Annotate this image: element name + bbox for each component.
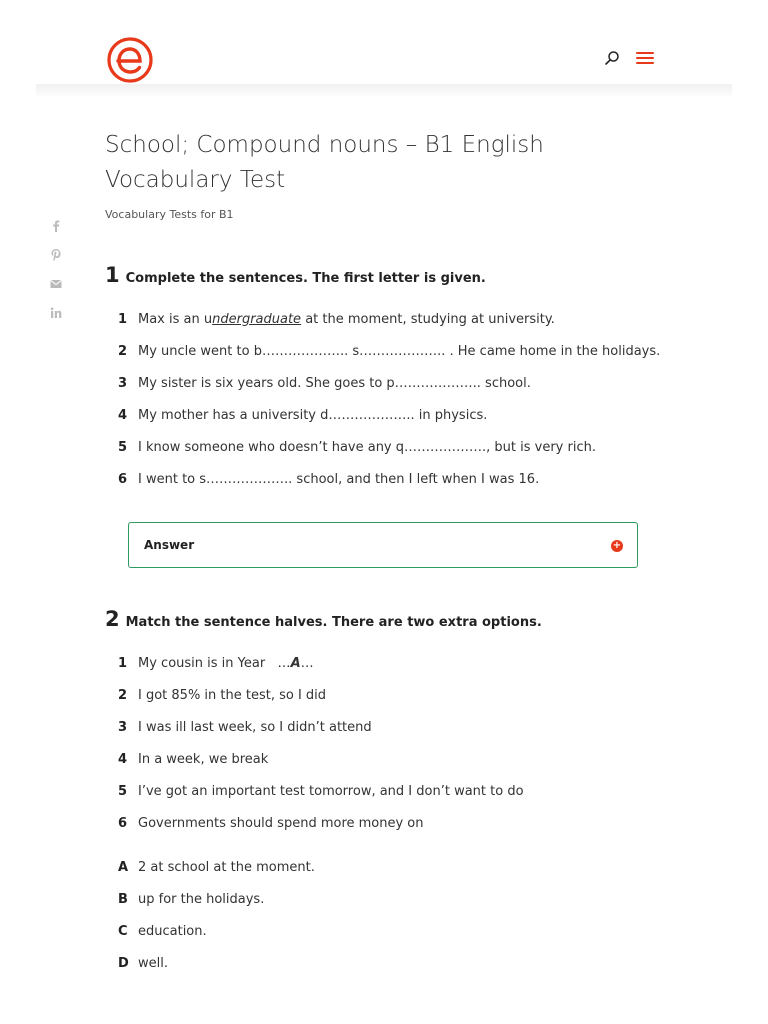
pinterest-icon[interactable] [48, 247, 64, 263]
section-number: 2 [105, 607, 120, 631]
linkedin-icon[interactable] [48, 305, 64, 321]
section-number: 1 [105, 263, 120, 287]
list-item: 4 My mother has a university d……………….. in physics. [118, 408, 488, 423]
answer-label: Answer [144, 538, 195, 552]
section-2-options [118, 860, 315, 988]
list-item: 1 Max is an undergraduate at the moment, studying at university. [118, 312, 555, 327]
section-1-list [118, 312, 660, 504]
social-share-bar [48, 218, 64, 334]
list-item: 3 My sister is six years old. She goes to p……………….. school. [118, 376, 531, 391]
list-item: 4 In a week, we break [118, 752, 269, 767]
list-item: 2 My uncle went to b……………….. s……………….. . He came home in the holidays. [118, 344, 661, 359]
category-link[interactable]: Vocabulary Tests for B1 [105, 208, 234, 221]
option-item: A 2 at school at the moment. [118, 860, 315, 875]
option-item: D well. [118, 956, 168, 971]
hamburger-menu-icon[interactable] [636, 52, 654, 66]
header-shadow [36, 84, 732, 98]
filled-answer: A [290, 656, 301, 671]
e-letter-logo-icon[interactable] [106, 36, 154, 84]
section-2-list [118, 656, 524, 848]
site-header [0, 0, 768, 98]
section-instruction: Complete the sentences. The first letter is given. [125, 271, 486, 286]
list-item: 6 Governments should spend more money on [118, 816, 424, 831]
list-item: 6 I went to s……………….. school, and then I left when I was 16. [118, 472, 540, 487]
section-2-heading [105, 607, 542, 631]
email-icon[interactable] [48, 276, 64, 292]
list-item: 2 I got 85% in the test, so I did [118, 688, 327, 703]
option-item: C education. [118, 924, 207, 939]
page-title: School; Compound nouns – B1 English Vocabulary Test [105, 132, 544, 193]
answer-toggle[interactable] [128, 522, 638, 568]
section-1-heading [105, 263, 486, 287]
section-instruction: Match the sentence halves. There are two extra options. [125, 615, 542, 630]
filled-answer: ndergraduate [212, 312, 302, 327]
option-item: B up for the holidays. [118, 892, 265, 907]
list-item: 5 I’ve got an important test tomorrow, and I don’t want to do [118, 784, 524, 799]
plus-icon[interactable]: + [612, 540, 622, 551]
list-item: 3 I was ill last week, so I didn’t attend [118, 720, 372, 735]
list-item: 1 My cousin is in Year …A… [118, 656, 314, 671]
facebook-icon[interactable] [48, 218, 64, 234]
list-item: 5 I know someone who doesn’t have any q………………., but is very rich. [118, 440, 596, 455]
search-icon[interactable] [604, 50, 620, 66]
